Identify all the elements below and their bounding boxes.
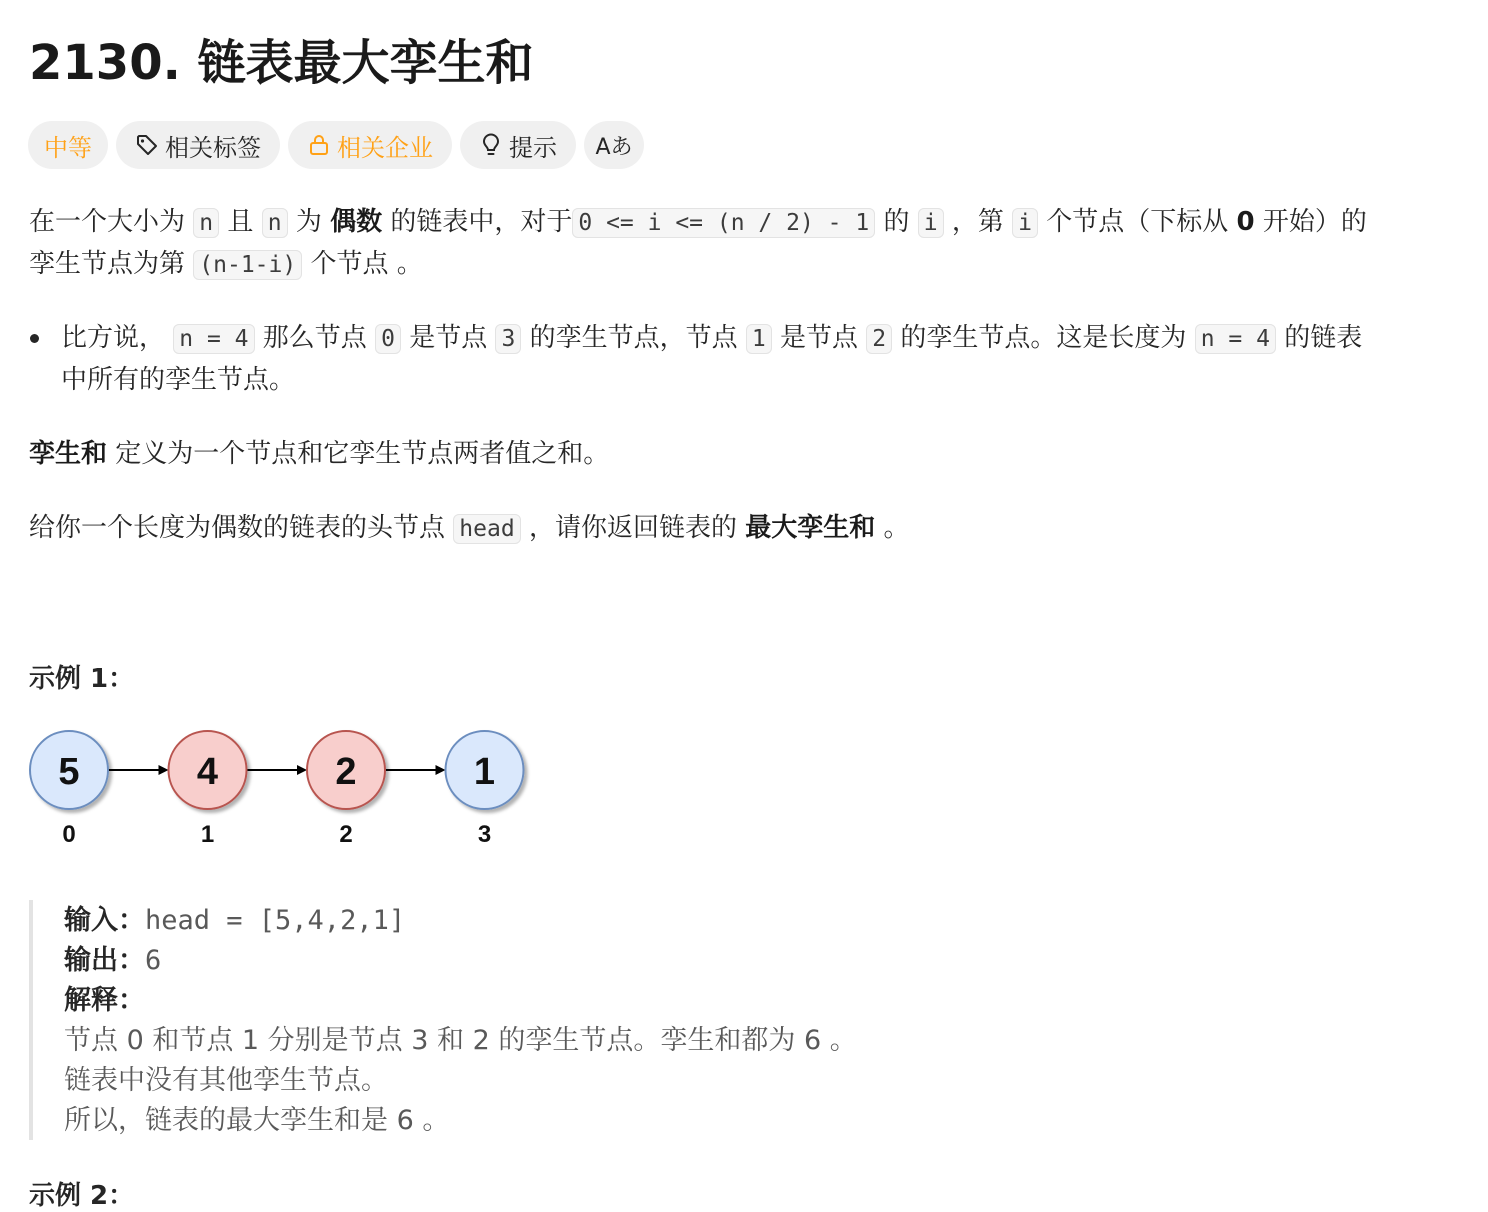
text: 的孪生节点，节点 — [529, 323, 738, 353]
list-node-value: 4 — [196, 751, 219, 793]
lock-icon — [307, 133, 331, 157]
explanation-line-1: 节点 0 和节点 1 分别是节点 3 和 2 的孪生节点。孪生和都为 6 。 — [64, 1025, 857, 1056]
example-1-title: 示例 1： — [29, 664, 135, 694]
list-node-index: 0 — [62, 821, 76, 848]
text: 个节点（下标从 — [1046, 207, 1229, 237]
description-paragraph-2 — [29, 434, 609, 475]
text: 给你一个长度为偶数的链表的头节点 — [29, 513, 446, 543]
text: 。 — [883, 513, 910, 543]
text: 孪生节点为第 — [29, 249, 186, 279]
list-node-index: 1 — [200, 821, 215, 848]
lightbulb-icon — [479, 133, 503, 157]
explanation-line-2: 链表中没有其他孪生节点。 — [64, 1065, 388, 1096]
text: 那么节点 — [262, 323, 367, 353]
description-paragraph-1 — [29, 202, 1367, 244]
linked-list-diagram — [25, 722, 545, 852]
description-paragraph-1-line-2 — [29, 244, 423, 286]
text: 是节点 — [409, 323, 488, 353]
list-node-index: 2 — [339, 821, 353, 848]
related-tags-label: 相关标签 — [165, 133, 261, 162]
hint-button[interactable] — [460, 121, 576, 169]
text: 是节点 — [780, 323, 859, 353]
text: 在一个大小为 — [29, 207, 186, 237]
inline-code: i — [918, 208, 944, 238]
inline-code: n — [262, 208, 288, 238]
text: ，第 — [951, 207, 1004, 237]
list-node-value: 1 — [473, 751, 496, 793]
input-value: head = [5,4,2,1] — [145, 905, 406, 936]
translate-button[interactable] — [584, 121, 644, 169]
text: 为 — [295, 207, 322, 237]
related-companies-label: 相关企业 — [337, 133, 433, 162]
text: 的链表中，对于 — [390, 207, 573, 237]
example-explanation-label — [64, 981, 145, 1021]
input-label: 输入： — [64, 905, 145, 936]
problem-title: 2130. 链表最大孪生和 — [29, 35, 534, 91]
list-bullet — [30, 334, 39, 343]
inline-code: 1 — [746, 324, 772, 354]
inline-code: n — [193, 208, 219, 238]
inline-code: n = 4 — [1195, 324, 1276, 354]
list-node-value: 5 — [58, 751, 80, 793]
inline-code: (n-1-i) — [193, 250, 302, 280]
list-node-index: 3 — [477, 821, 492, 848]
inline-code: 2 — [866, 324, 892, 354]
list-item — [61, 318, 1362, 360]
hint-label: 提示 — [509, 133, 557, 162]
inline-code: 0 — [375, 324, 401, 354]
bold-text: 偶数 — [330, 207, 383, 237]
example-output — [64, 941, 161, 981]
example-input — [64, 901, 405, 941]
bold-text: 0 — [1236, 207, 1255, 237]
explanation-line-3: 所以，链表的最大孪生和是 6 。 — [64, 1105, 450, 1136]
text: 个节点 。 — [310, 249, 423, 279]
difficulty-badge[interactable] — [28, 121, 108, 169]
description-paragraph-3 — [29, 508, 910, 550]
example-blockquote-bar — [29, 900, 33, 1140]
example-2-title: 示例 2： — [29, 1181, 135, 1211]
tag-icon — [135, 133, 159, 157]
output-label: 输出： — [64, 945, 145, 976]
bold-text: 孪生和 — [29, 439, 108, 469]
list-node-value: 2 — [335, 751, 357, 793]
text: 的 — [883, 207, 910, 237]
inline-code: head — [453, 514, 520, 544]
inline-code: 0 <= i <= (n / 2) - 1 — [572, 208, 875, 238]
text: 开始）的 — [1262, 207, 1367, 237]
related-companies-button[interactable] — [288, 121, 452, 169]
text: 且 — [227, 207, 254, 237]
explanation-label: 解释： — [64, 985, 145, 1016]
text: ，请你返回链表的 — [528, 513, 737, 543]
text: 的链表 — [1284, 323, 1363, 353]
text: 比方说， — [61, 323, 166, 353]
bold-text: 最大孪生和 — [745, 513, 876, 543]
inline-code: 3 — [495, 324, 521, 354]
text: 的孪生节点。这是长度为 — [900, 323, 1187, 353]
inline-code: i — [1012, 208, 1038, 238]
list-item-line-2: 中所有的孪生节点。 — [61, 365, 296, 395]
text: 定义为一个节点和它孪生节点两者值之和。 — [115, 439, 610, 469]
translate-icon: Aあ — [595, 134, 633, 160]
difficulty-label: 中等 — [44, 133, 92, 162]
inline-code: n = 4 — [173, 324, 254, 354]
related-tags-button[interactable] — [116, 121, 280, 169]
output-value: 6 — [145, 945, 162, 976]
